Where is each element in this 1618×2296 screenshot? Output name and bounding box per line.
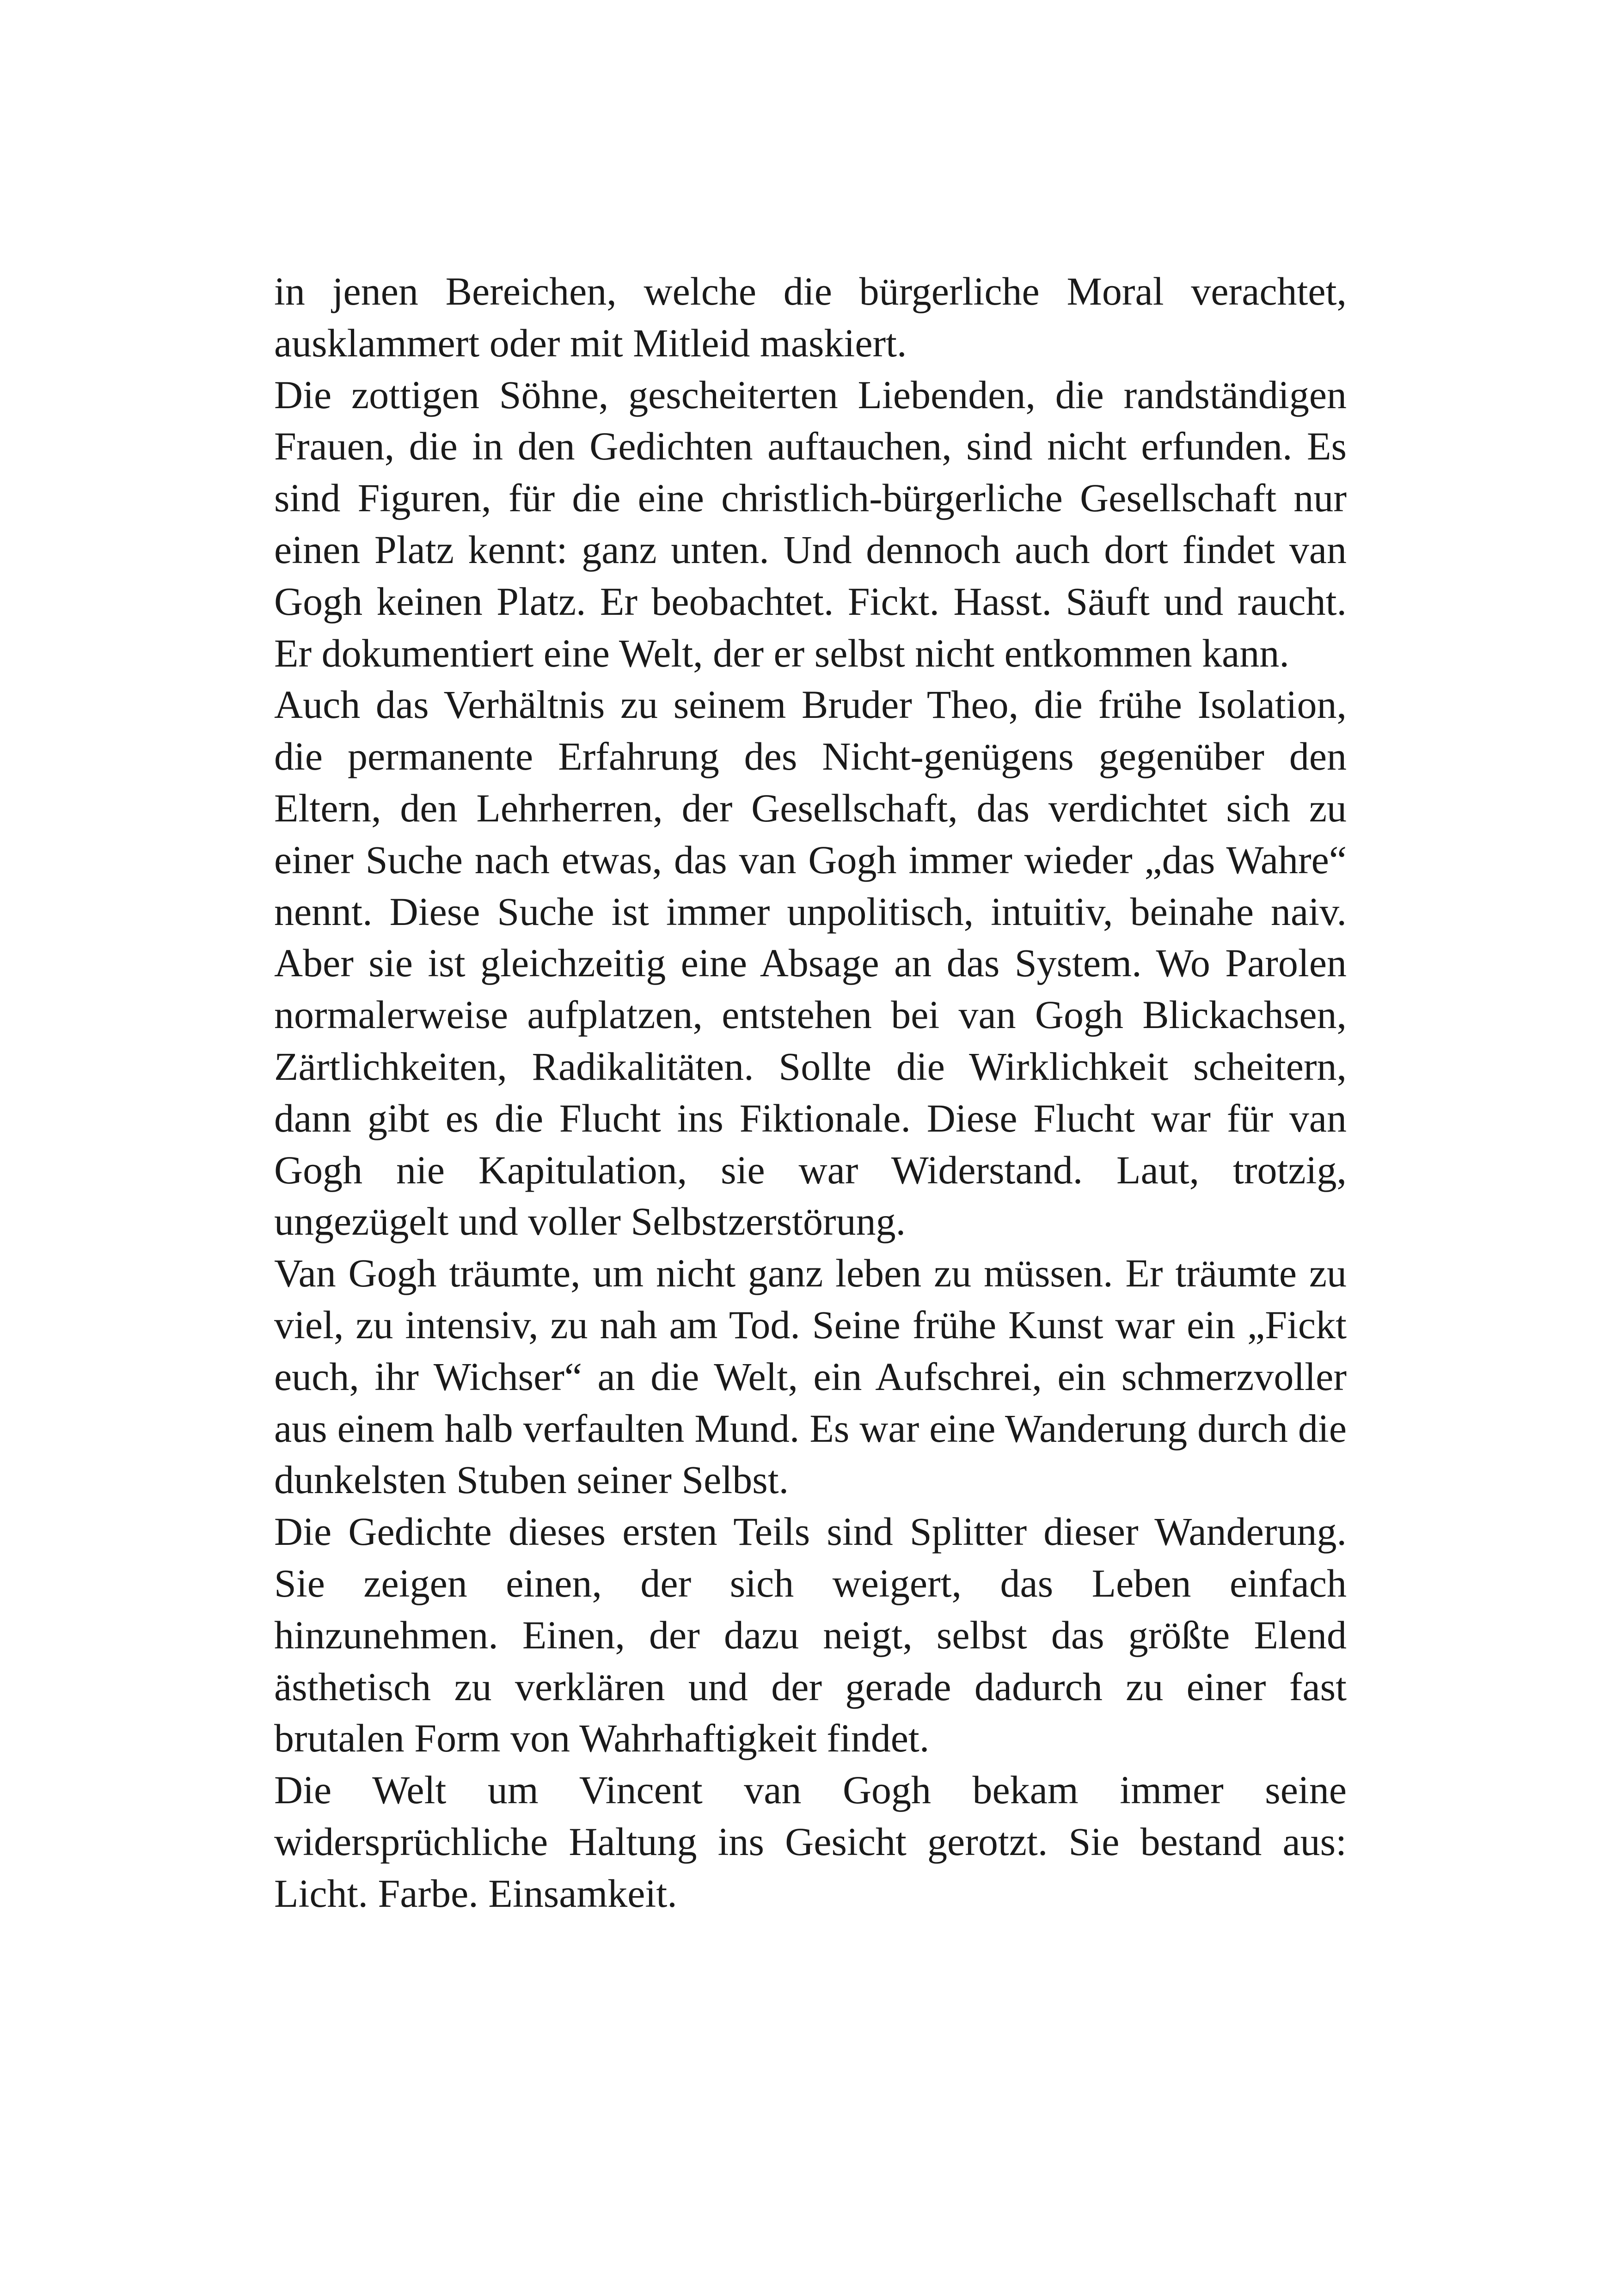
paragraph-3: Auch das Verhältnis zu seinem Bruder Theo, die frühe Isolation, die permanente Erfahrung des Nicht-genügens gegenüber den Eltern, den Lehrherren, der Gesellschaft, das verdichtet sich zu einer Suche nach etwas, das van Gogh immer wieder „das Wahre“ nennt. Diese Suche ist immer unpolitisch, intuitiv, beinahe naiv. Aber sie ist gleichzeitig eine Absage an das System. Wo Parolen normalerweise aufplatzen, entstehen bei van Gogh Blickachsen, Zärtlichkeiten, Radikalitäten. Sollte die Wirklichkeit scheitern, dann gibt es die Flucht ins Fiktionale. Diese Flucht war für van Gogh nie Kapitulation, sie war Widerstand. Laut, trotzig, ungezügelt und voller Selbstzerstörung.	[274, 682, 1347, 1244]
paragraph-2: Die zottigen Söhne, gescheiterten Liebenden, die randständigen Frauen, die in den Gedichten auftauchen, sind nicht erfunden. Es sind Figuren, für die eine christlich-bürgerliche Gesellschaft nur einen Platz kennt: ganz unten. Und dennoch auch dort findet van Gogh keinen Platz. Er beobachtet. Fickt. Hasst. Säuft und raucht. Er dokumentiert eine Welt, der er selbst nicht entkommen kann.	[274, 372, 1347, 675]
paragraph-5: Die Gedichte dieses ersten Teils sind Splitter dieser Wanderung. Sie zeigen einen, der sich weigert, das Leben einfach hinzunehmen. Einen, der dazu neigt, selbst das größte Elend ästhetisch zu verklären und der gerade dadurch zu einer fast brutalen Form von Wahrhaftigkeit findet.	[274, 1509, 1347, 1761]
paragraph-6: Die Welt um Vincent van Gogh bekam immer seine widersprüchliche Haltung ins Gesicht gerotzt. Sie bestand aus: Licht. Farbe. Einsamkeit.	[274, 1768, 1347, 1916]
paragraph-1: in jenen Bereichen, welche die bürgerliche Moral verachtet, ausklammert oder mit Mitleid maskiert.	[274, 269, 1347, 365]
paragraph-4: Van Gogh träumte, um nicht ganz leben zu müssen. Er träumte zu viel, zu intensiv, zu nah am Tod. Seine frühe Kunst war ein „Fickt euch, ihr Wichser“ an die Welt, ein Aufschrei, ein schmerzvoller aus einem halb verfaulten Mund. Es war eine Wanderung durch die dunkelsten Stuben seiner Selbst.	[274, 1251, 1347, 1502]
body-text	[274, 266, 1347, 1920]
